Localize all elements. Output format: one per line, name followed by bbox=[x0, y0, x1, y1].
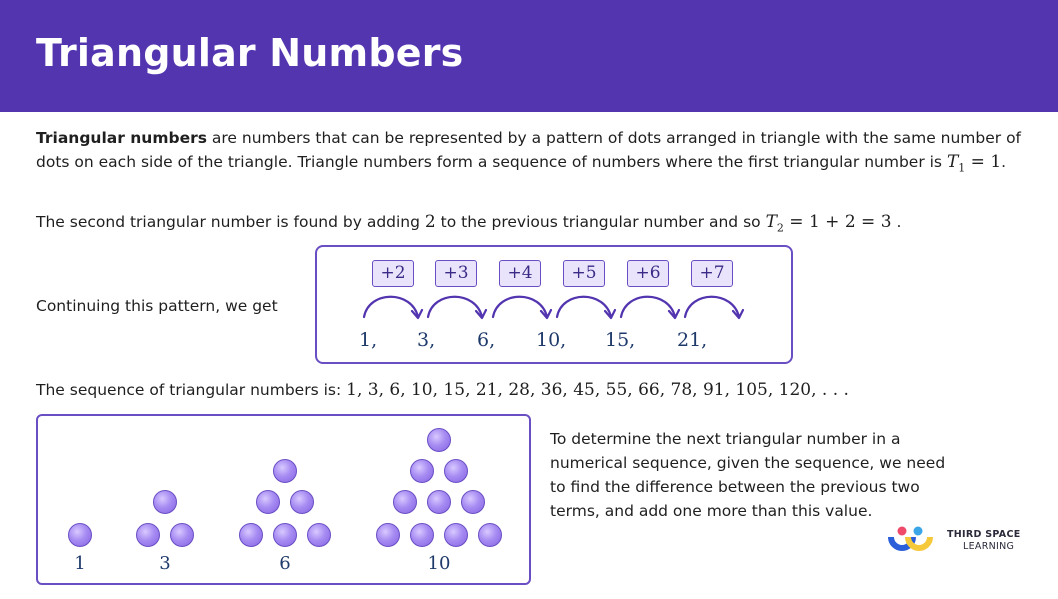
jump-arrow bbox=[364, 297, 422, 318]
dot bbox=[170, 523, 194, 547]
second-math bbox=[765, 212, 892, 235]
third-space-logo-icon bbox=[888, 524, 944, 554]
sequence-label: The sequence of triangular numbers is: bbox=[36, 381, 347, 399]
difference-label: +4 bbox=[499, 260, 541, 287]
dot-count-label: 3 bbox=[159, 553, 171, 574]
jump-arrow bbox=[493, 297, 551, 318]
dot bbox=[239, 523, 263, 547]
second-math-T: T bbox=[765, 212, 777, 232]
dot bbox=[410, 459, 434, 483]
sequence-values: 1, 3, 6, 10, 15, 21, 28, 36, 45, 55, 66, 78, 91, 105, 120, . . . bbox=[346, 380, 849, 400]
sequence-sentence bbox=[36, 378, 849, 402]
sequence-term: 3, bbox=[417, 329, 436, 351]
logo-line-2: LEARNING bbox=[963, 541, 1015, 552]
intro-math-T: T bbox=[946, 152, 959, 172]
page-title: Triangular Numbers bbox=[36, 31, 464, 75]
dot bbox=[307, 523, 331, 547]
intro-paragraph bbox=[36, 126, 1026, 180]
dot bbox=[153, 490, 177, 514]
title-banner bbox=[0, 0, 1058, 112]
intro-end: . bbox=[1001, 153, 1007, 171]
second-end: . bbox=[891, 213, 902, 231]
explanation-text: To determine the next triangular number in a numerical sequence, given the sequence, we need to find the difference between the previous two terms, and add one more than this value. bbox=[550, 430, 946, 520]
sequence-term: 6, bbox=[477, 329, 496, 351]
sequence-term: 21, bbox=[677, 329, 708, 351]
sequence-term: 15, bbox=[605, 329, 636, 351]
dot bbox=[410, 523, 434, 547]
intro-text: are numbers that can be represented by a pattern of dots arranged in triangle with the same number of dots on each side of the triangle. Triangle numbers form a sequence of numbers where the first triangular number is bbox=[36, 129, 1022, 171]
dot bbox=[256, 490, 280, 514]
continuing-text: Continuing this pattern, we get bbox=[36, 297, 278, 315]
second-paragraph bbox=[36, 210, 1026, 240]
difference-label: +7 bbox=[691, 260, 733, 287]
dot bbox=[273, 459, 297, 483]
dot bbox=[444, 523, 468, 547]
jump-arrow bbox=[557, 297, 615, 318]
dot bbox=[461, 490, 485, 514]
sequence-term: 10, bbox=[536, 329, 567, 351]
dot bbox=[393, 490, 417, 514]
difference-label: +3 bbox=[435, 260, 477, 287]
difference-label: +6 bbox=[627, 260, 669, 287]
second-text-1: The second triangular number is found by adding bbox=[36, 213, 425, 231]
difference-label: +5 bbox=[563, 260, 605, 287]
intro-math-sub: 1 bbox=[958, 161, 966, 175]
dot-count-label: 10 bbox=[427, 553, 451, 574]
second-math-sub: 2 bbox=[776, 221, 784, 235]
dot bbox=[273, 523, 297, 547]
dot bbox=[427, 428, 451, 452]
jump-arrow bbox=[428, 297, 486, 318]
jump-arrow bbox=[685, 297, 743, 318]
dot bbox=[290, 490, 314, 514]
dot-count-label: 1 bbox=[74, 553, 86, 574]
intro-math-rest: = 1 bbox=[965, 152, 1002, 172]
third-space-logo-text bbox=[947, 529, 1021, 553]
dot bbox=[444, 459, 468, 483]
triangular-dot-diagram bbox=[36, 414, 531, 585]
intro-bold-term: Triangular numbers bbox=[36, 129, 207, 147]
dot bbox=[136, 523, 160, 547]
dot bbox=[376, 523, 400, 547]
jump-arrow bbox=[621, 297, 679, 318]
second-math-rest: = 1 + 2 = 3 bbox=[783, 212, 892, 232]
second-num: 2 bbox=[424, 212, 436, 232]
second-text-2: to the previous triangular number and so bbox=[435, 213, 766, 231]
dot bbox=[68, 523, 92, 547]
dot bbox=[478, 523, 502, 547]
sequence-term: 1, bbox=[359, 329, 378, 351]
dot-count-label: 6 bbox=[279, 553, 291, 574]
dot bbox=[427, 490, 451, 514]
intro-math bbox=[946, 152, 1002, 175]
sequence-pattern-box bbox=[315, 245, 793, 364]
difference-label: +2 bbox=[372, 260, 414, 287]
logo-line-1: THIRD SPACE bbox=[947, 529, 1021, 540]
